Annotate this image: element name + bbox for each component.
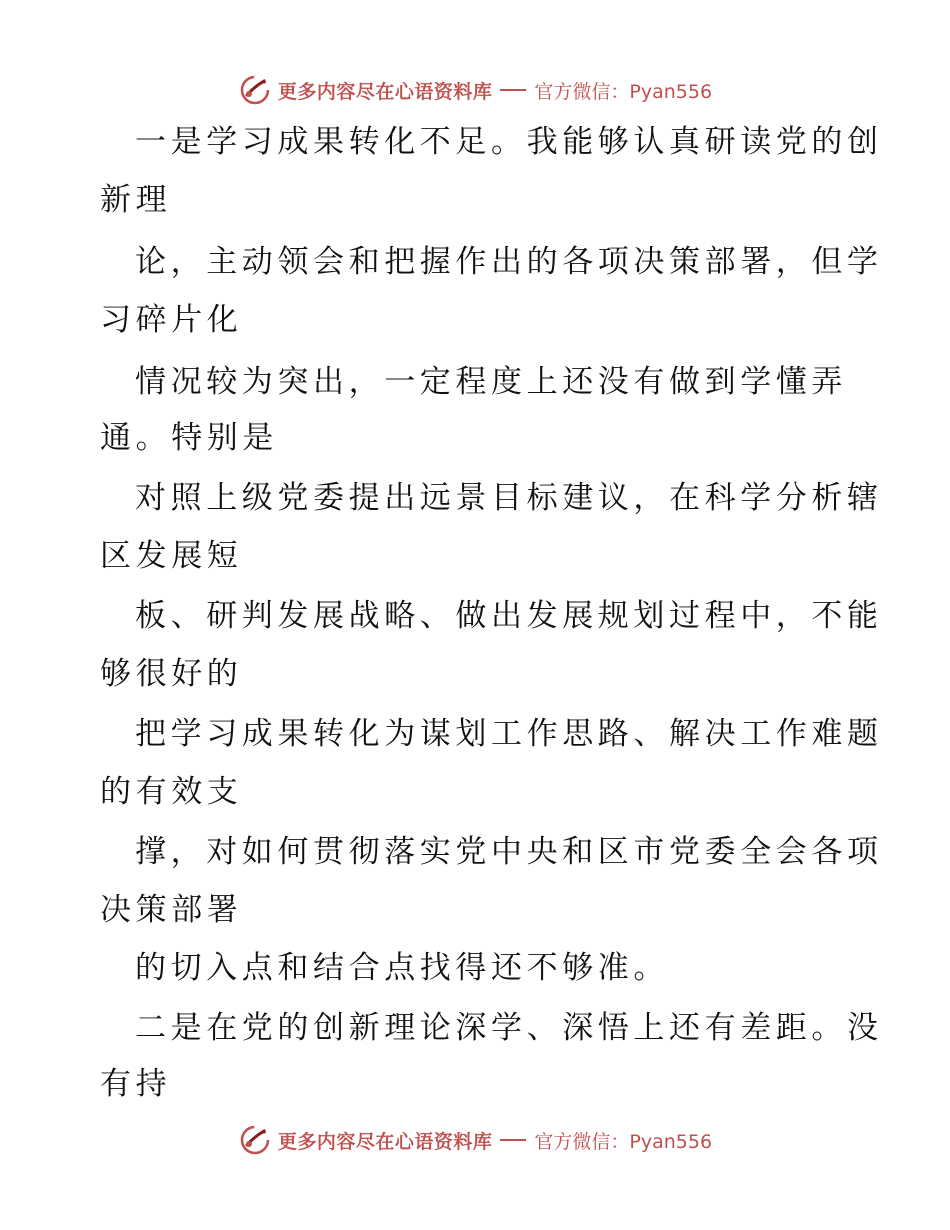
banner-brand-text: 更多内容尽在心语资料库: [277, 80, 493, 103]
header-banner: [0, 70, 950, 110]
paragraph-line: 新理: [100, 182, 172, 218]
banner-brand-text: 更多内容尽在心语资料库: [277, 1130, 493, 1153]
pen-swirl-logo-icon: [238, 1123, 272, 1157]
paragraph-line: 对照上级党委提出远景目标建议，在科学分析辖: [135, 480, 883, 516]
paragraph-line: 决策部署: [100, 892, 243, 928]
paragraph-line: 一是学习成果转化不足。我能够认真研读党的创: [135, 124, 883, 160]
paragraph-line: 的切入点和结合点找得还不够准。: [135, 950, 669, 986]
paragraph-line: 论，主动领会和把握作出的各项决策部署，但学: [135, 244, 883, 280]
paragraph-line: 通。特别是: [100, 420, 278, 456]
banner-wechat-text: 官方微信：Pyan556: [534, 80, 713, 103]
paragraph-line: 撑，对如何贯彻落实党中央和区市党委全会各项: [135, 834, 883, 870]
banner-divider: [500, 1139, 526, 1141]
paragraph-line: 的有效支: [100, 774, 243, 810]
banner-wechat-text: 官方微信：Pyan556: [534, 1130, 713, 1153]
paragraph-line: 板、研判发展战略、做出发展规划过程中，不能: [135, 598, 883, 634]
paragraph-line: 够很好的: [100, 656, 243, 692]
paragraph-line: 二是在党的创新理论深学、深悟上还有差距。没: [135, 1010, 883, 1046]
paragraph-line: 把学习成果转化为谋划工作思路、解决工作难题: [135, 716, 883, 752]
paragraph-line: 情况较为突出，一定程度上还没有做到学懂弄: [135, 364, 847, 400]
pen-swirl-logo-icon: [238, 73, 272, 107]
banner-divider: [500, 89, 526, 91]
paragraph-line: 区发展短: [100, 538, 243, 574]
paragraph-line: 有持: [100, 1066, 172, 1102]
paragraph-line: 习碎片化: [100, 302, 243, 338]
footer-banner: [0, 1120, 950, 1160]
